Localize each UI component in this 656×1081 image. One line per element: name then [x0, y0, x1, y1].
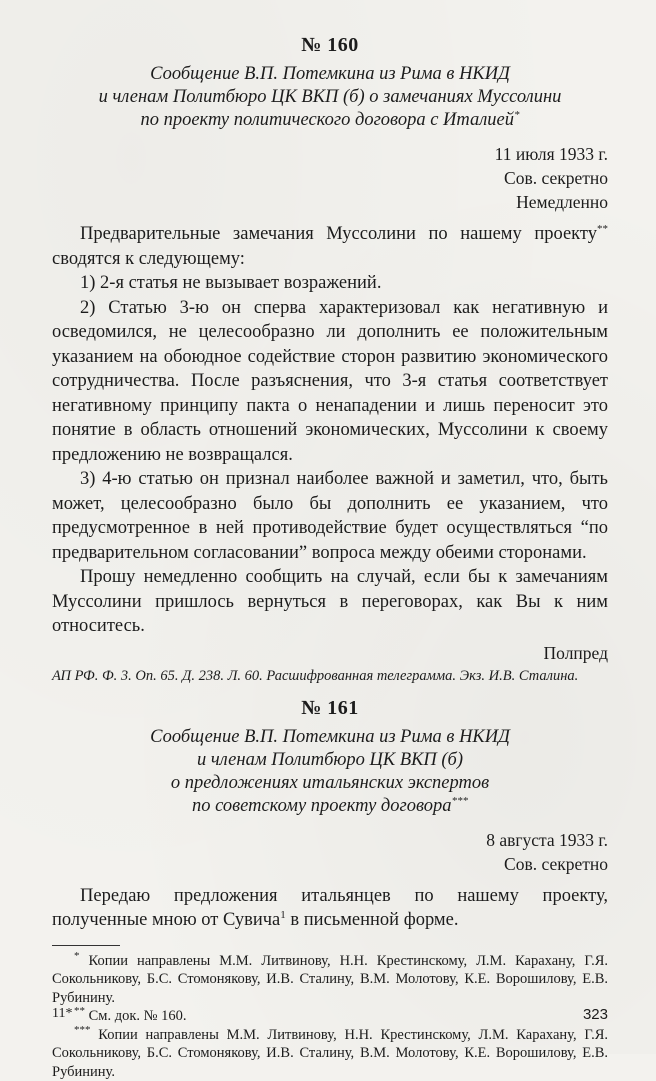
doc-161-classification: Сов. секретно — [52, 852, 608, 876]
doc-160-title-line: и членам Политбюро ЦК ВКП (б) о замечаниях Муссолини — [52, 86, 608, 109]
doc-160-urgency: Немедленно — [52, 190, 608, 214]
paragraph: 3) 4-ю статью он признал наиболее важной и заметил, что, быть может, целесообразно было бы дополнить ее указанием, что предусмотренное в ней противодействие будет осуществляться “по предварительном согласовании” вопроса между обеими сторонами. — [52, 467, 608, 565]
doc-160-meta — [52, 142, 608, 214]
signature-mark: 11* — [52, 1006, 72, 1022]
paragraph-text: Передаю предложения итальянцев по нашему проекту, полученные мною от Сувича — [52, 886, 608, 931]
footnote-mark: 1 — [280, 909, 286, 921]
doc-160-title-text: по проекту политического договора с Италией — [140, 110, 514, 130]
paragraph — [52, 222, 608, 271]
footnotes — [52, 952, 608, 1081]
doc-160-classification: Сов. секретно — [52, 166, 608, 190]
doc-161-title-line: и членам Политбюро ЦК ВКП (б) — [52, 749, 608, 772]
paragraph — [52, 884, 608, 933]
doc-161-title-text: по советскому проекту договора — [192, 796, 452, 816]
paragraph: 1) 2-я статья не вызывает возражений. — [52, 271, 608, 296]
doc-160-body — [52, 222, 608, 639]
doc-161-title-line: Сообщение В.П. Потемкина из Рима в НКИД — [52, 726, 608, 749]
doc-161-body — [52, 884, 608, 933]
doc-160-number: № 160 — [52, 34, 608, 57]
footnote — [52, 952, 608, 1008]
paragraph-text: Предварительные замечания Муссолини по нашему проекту — [80, 224, 597, 244]
doc-160-signature: Полпред — [52, 643, 608, 664]
doc-161-title — [52, 726, 608, 818]
footnote-mark: ** — [597, 223, 608, 235]
footnote-text: См. док. № 160. — [89, 1008, 187, 1024]
footnote-mark: * — [514, 109, 520, 121]
page-number: 323 — [583, 1006, 608, 1023]
footnote-mark: * — [74, 950, 80, 962]
doc-161-title-line — [52, 795, 608, 818]
footnote — [52, 1007, 608, 1026]
doc-160-title — [52, 63, 608, 132]
doc-160-title-line — [52, 109, 608, 132]
doc-161-number: № 161 — [52, 697, 608, 720]
doc-160-date: 11 июля 1933 г. — [52, 142, 608, 166]
footnote-divider — [52, 945, 120, 946]
paragraph-text: сводятся к следующему: — [52, 249, 245, 269]
footnote-mark: *** — [74, 1024, 91, 1036]
doc-161-meta — [52, 828, 608, 876]
footnote — [52, 1026, 608, 1081]
footnote-mark: ** — [74, 1005, 85, 1017]
footnote-mark: *** — [452, 794, 469, 806]
doc-161-date: 8 августа 1933 г. — [52, 828, 608, 852]
footnote-text: Копии направлены М.М. Литвинову, Н.Н. Крестинскому, Л.М. Карахану, Г.Я. Сокольникову, Б.С. Стомонякову, И.В. Сталину, В.М. Молотову, К.Е. Ворошилову, Е.В. Рубинину. — [52, 953, 608, 1006]
doc-160-title-line: Сообщение В.П. Потемкина из Рима в НКИД — [52, 63, 608, 86]
paragraph-text: в письменной форме. — [286, 910, 459, 930]
paragraph: Прошу немедленно сообщить на случай, если бы к замечаниям Муссолини пришлось вернуться в переговорах, как Вы к ним относитесь. — [52, 565, 608, 639]
footnote-text: Копии направлены М.М. Литвинову, Н.Н. Крестинскому, Л.М. Карахану, Г.Я. Сокольникову, Б.С. Стомонякову, И.В. Сталину, В.М. Молотову, К.Е. Ворошилову, Е.В. Рубинину. — [52, 1027, 608, 1080]
doc-161-title-line: о предложениях итальянских экспертов — [52, 772, 608, 795]
doc-160-archive-source: АП РФ. Ф. 3. Оп. 65. Д. 238. Л. 60. Расшифрованная телеграмма. Экз. И.В. Сталина. — [52, 668, 608, 685]
paragraph: 2) Статью 3-ю он сперва характеризовал как негативную и осведомился, не целесообразно ли дополнить ее положительным указанием на обоюдное содействие сторон развитию экономического сотрудничества. После разъяснения, что 3-я статья соответствует негативному принципу пакта о ненападении и лишь переносит это понятие в область отношений экономических, Муссолини к своему предложению не возвращался. — [52, 296, 608, 468]
